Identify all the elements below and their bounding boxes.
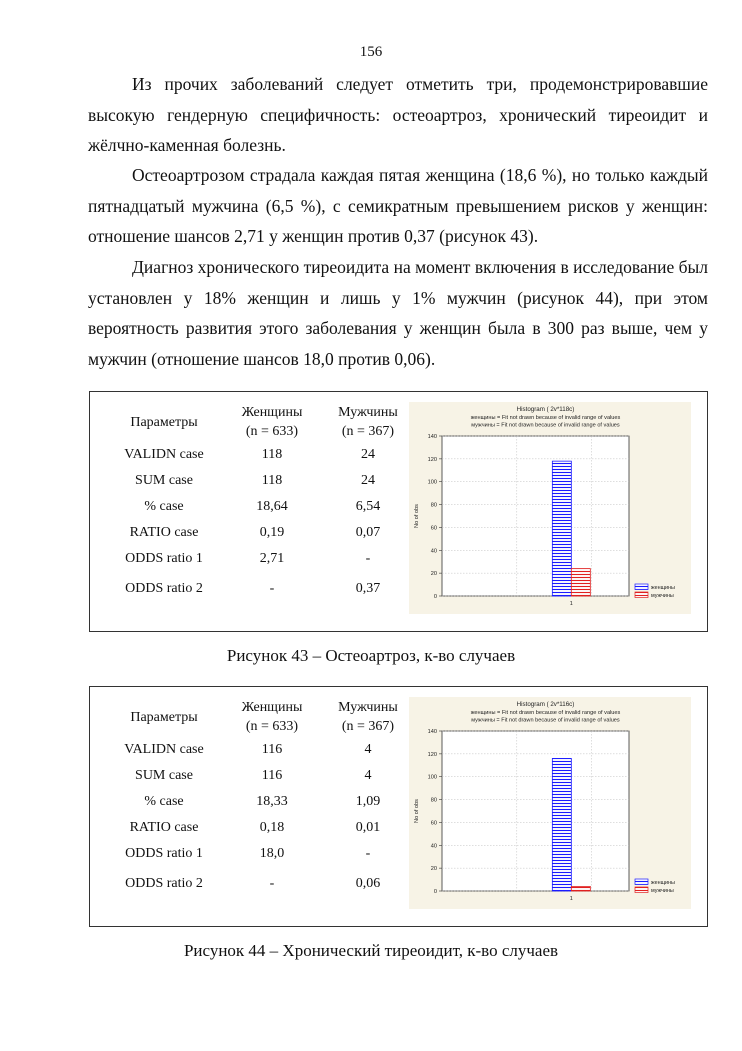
legend-label: женщины <box>651 880 675 886</box>
header-men-label: Мужчины <box>338 700 398 715</box>
chart-title: Histogram ( 2v*116c) <box>516 701 575 708</box>
row-women: 118 <box>261 447 283 462</box>
stats-table <box>104 697 416 901</box>
y-tick-label: 20 <box>430 571 437 578</box>
row-women: 0,18 <box>259 820 285 835</box>
row-women: - <box>269 876 275 891</box>
legend-swatch <box>635 592 648 598</box>
y-tick-label: 60 <box>430 820 437 827</box>
legend-swatch <box>635 887 648 893</box>
row-women: 2,71 <box>259 551 285 566</box>
row-label: VALIDN case <box>124 447 204 462</box>
histogram-panel <box>409 402 691 614</box>
y-tick-label: 20 <box>430 866 437 873</box>
row-women: 116 <box>261 768 283 783</box>
row-men: 4 <box>364 742 372 757</box>
table-header-row <box>104 697 416 737</box>
row-men: 6,54 <box>355 499 381 514</box>
header-women-label: Женщины <box>241 405 303 420</box>
x-tick-label: 1 <box>569 896 573 902</box>
table-row <box>104 520 416 546</box>
table-row <box>104 572 416 606</box>
header-women-n: (n = 633) <box>245 719 299 734</box>
row-label: ODDS ratio 1 <box>125 551 203 566</box>
row-women: 116 <box>261 742 283 757</box>
row-men: 0,07 <box>355 525 381 540</box>
row-men: 24 <box>361 473 375 488</box>
row-label: SUM case <box>135 768 193 783</box>
y-tick-label: 0 <box>433 889 437 895</box>
y-tick-label: 40 <box>430 548 437 555</box>
bar-women <box>552 758 571 891</box>
row-men: 0,37 <box>355 581 381 596</box>
bar-men <box>571 886 590 891</box>
header-men-label: Мужчины <box>338 405 398 420</box>
legend-swatch <box>635 584 648 590</box>
header-parameters: Параметры <box>130 414 198 430</box>
paragraph-1: Из прочих заболеваний следует отметить три, продемонстрировавшие высокую гендерную специфичность: остеоартроз, хронический тиреоидит и жёлчно-каменная болезнь. <box>88 74 708 155</box>
y-tick-label: 80 <box>430 797 437 804</box>
y-tick-label: 120 <box>427 751 437 758</box>
row-men: - <box>365 551 371 566</box>
legend-swatch <box>635 879 648 885</box>
row-label: ODDS ratio 2 <box>125 581 203 596</box>
header-men <box>320 402 416 442</box>
table-row <box>104 737 416 763</box>
y-tick-label: 100 <box>427 479 437 486</box>
header-men-n: (n = 367) <box>341 424 395 439</box>
bar-men <box>571 569 590 596</box>
y-axis-label: No of obs <box>414 799 420 823</box>
row-men: 24 <box>361 447 375 462</box>
y-axis-label: No of obs <box>414 504 420 528</box>
stats-table <box>104 402 416 606</box>
histogram-chart <box>409 697 691 909</box>
y-tick-label: 120 <box>427 456 437 463</box>
header-women-n: (n = 633) <box>245 424 299 439</box>
header-women-label: Женщины <box>241 700 303 715</box>
table-header-row <box>104 402 416 442</box>
row-men: - <box>365 846 371 861</box>
legend-label: женщины <box>651 585 675 591</box>
page-number: 156 <box>359 44 383 60</box>
y-tick-label: 0 <box>433 594 437 600</box>
row-label: % case <box>144 794 184 809</box>
x-tick-label: 1 <box>569 601 573 607</box>
row-label: VALIDN case <box>124 742 204 757</box>
header-men-n: (n = 367) <box>341 719 395 734</box>
table-row <box>104 763 416 789</box>
y-tick-label: 60 <box>430 525 437 532</box>
paragraph-2: Остеоартрозом страдала каждая пятая женщина (18,6 %), но только каждый пятнадцатый мужчина (6,5 %), с семикратным превышением рисков у женщин: отношение шансов 2,71 у женщин против 0,37 (рисунок 43). <box>88 165 708 246</box>
bar-women <box>552 461 571 596</box>
y-tick-label: 140 <box>427 729 437 735</box>
histogram-panel <box>409 697 691 909</box>
chart-subtitle-line: женщины = Fit not drawn because of invalid range of values <box>470 415 621 421</box>
chart-title: Histogram ( 2v*118c) <box>516 406 575 413</box>
table-row <box>104 546 416 572</box>
y-tick-label: 140 <box>427 434 437 440</box>
row-men: 4 <box>364 768 372 783</box>
row-label: % case <box>144 499 184 514</box>
table-row <box>104 815 416 841</box>
row-women: - <box>269 581 275 596</box>
y-tick-label: 40 <box>430 843 437 850</box>
row-women: 0,19 <box>259 525 285 540</box>
y-tick-label: 80 <box>430 502 437 509</box>
table-row <box>104 468 416 494</box>
header-men <box>320 697 416 737</box>
row-label: RATIO case <box>129 820 199 835</box>
header-women <box>224 697 320 737</box>
row-label: ODDS ratio 1 <box>125 846 203 861</box>
figure-44-caption: Рисунок 44 – Хронический тиреоидит, к-во случаев <box>183 941 559 960</box>
table-row <box>104 841 416 867</box>
row-men: 0,06 <box>355 876 381 891</box>
row-men: 0,01 <box>355 820 381 835</box>
row-women: 118 <box>261 473 283 488</box>
chart-subtitle-line: мужчины = Fit not drawn because of invalid range of values <box>471 422 620 429</box>
figure-43-box <box>89 391 708 632</box>
table-row <box>104 494 416 520</box>
figure-43-caption: Рисунок 43 – Остеоартроз, к-во случаев <box>226 646 516 665</box>
paragraph-3: Диагноз хронического тиреоидита на момент включения в исследование был установлен у 18% женщин и лишь у 1% мужчин (рисунок 44), при этом вероятность развития этого заболевания у женщин была в 300 раз выше, чем у мужчин (отношение шансов 18,0 против 0,06). <box>88 257 708 369</box>
y-tick-label: 100 <box>427 774 437 781</box>
header-parameters: Параметры <box>130 709 198 725</box>
header-women <box>224 402 320 442</box>
figure-44-box <box>89 686 708 927</box>
plot-area <box>442 436 629 596</box>
histogram-chart <box>409 402 691 614</box>
chart-subtitle-line: женщины = Fit not drawn because of invalid range of values <box>470 710 621 716</box>
row-label: SUM case <box>135 473 193 488</box>
table-row <box>104 867 416 901</box>
legend-label: мужчины <box>651 593 674 599</box>
row-women: 18,33 <box>256 794 288 809</box>
row-label: RATIO case <box>129 525 199 540</box>
row-label: ODDS ratio 2 <box>125 876 203 891</box>
chart-subtitle-line: мужчины = Fit not drawn because of invalid range of values <box>471 717 620 724</box>
legend-label: мужчины <box>651 888 674 894</box>
row-women: 18,0 <box>259 846 285 861</box>
plot-area <box>442 731 629 891</box>
table-row <box>104 789 416 815</box>
row-women: 18,64 <box>256 499 288 514</box>
table-row <box>104 442 416 468</box>
row-men: 1,09 <box>355 794 381 809</box>
